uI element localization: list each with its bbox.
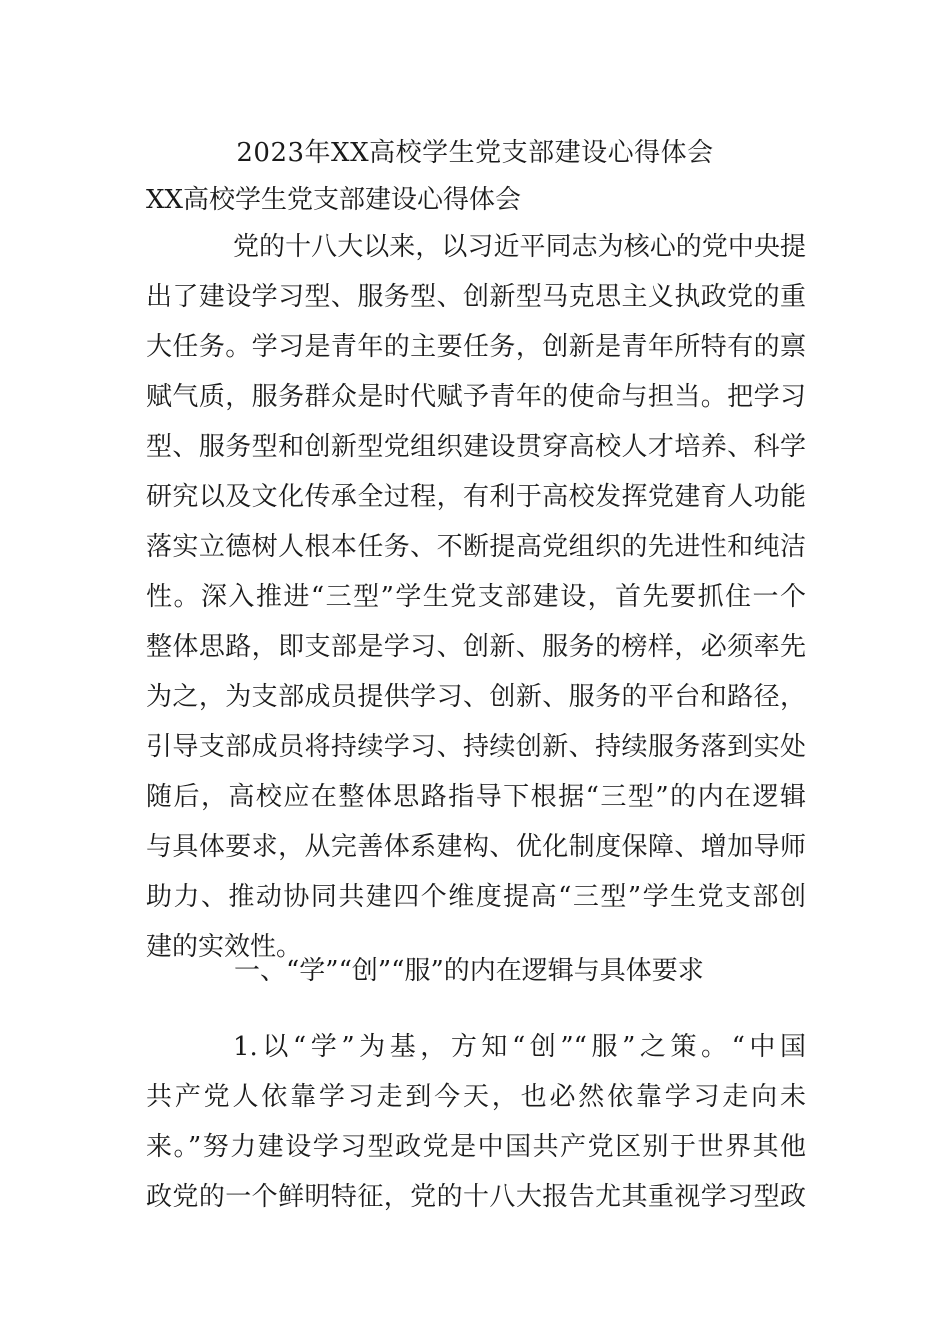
document-title: 2023年XX高校学生党支部建设心得体会 [236, 138, 714, 168]
paragraph-1 [146, 222, 806, 972]
paragraph-line: 性。深入推进“三型”学生党支部建设，首先要抓住一个 [146, 582, 806, 612]
paragraph-line: 研究以及文化传承全过程，有利于高校发挥党建育人功能 [146, 482, 806, 512]
paragraph-line: 与具体要求，从完善体系建构、优化制度保障、增加导师 [146, 832, 806, 862]
paragraph-line: 来。”努力建设学习型政党是中国共产党区别于世界其他 [146, 1132, 806, 1162]
paragraph-line: 落实立德树人根本任务、不断提高党组织的先进性和纯洁 [146, 532, 806, 562]
paragraph-line: 为之，为支部成员提供学习、创新、服务的平台和路径， [146, 682, 806, 712]
paragraph-line: 型、服务型和创新型党组织建设贯穿高校人才培养、科学 [146, 432, 806, 462]
document-subtitle: XX高校学生党支部建设心得体会 [146, 185, 522, 215]
paragraph-line: 政党的一个鲜明特征，党的十八大报告尤其重视学习型政 [146, 1182, 806, 1212]
paragraph-line: 赋气质，服务群众是时代赋予青年的使命与担当。把学习 [146, 382, 806, 412]
paragraph-line: 建的实效性。 [146, 932, 303, 962]
paragraph-2 [146, 1022, 806, 1222]
paragraph-line: 大任务。学习是青年的主要任务，创新是青年所特有的禀 [146, 332, 806, 362]
paragraph-line: 引导支部成员将持续学习、持续创新、持续服务落到实处 [146, 732, 806, 762]
section-heading-1: 一、“学”“创”“服”的内在逻辑与具体要求 [234, 956, 704, 986]
paragraph-line: 随后，高校应在整体思路指导下根据“三型”的内在逻辑 [146, 782, 806, 812]
paragraph-line: 党的十八大以来，以习近平同志为核心的党中央提 [233, 232, 806, 262]
paragraph-line: 共产党人依靠学习走到今天，也必然依靠学习走向未 [146, 1082, 806, 1112]
paragraph-line: 1.以“学”为基，方知“创”“服”之策。“中国 [233, 1032, 806, 1062]
paragraph-line: 整体思路，即支部是学习、创新、服务的榜样，必须率先 [146, 632, 806, 662]
paragraph-line: 出了建设学习型、服务型、创新型马克思主义执政党的重 [146, 282, 806, 312]
paragraph-line: 助力、推动协同共建四个维度提高“三型”学生党支部创 [146, 882, 806, 912]
